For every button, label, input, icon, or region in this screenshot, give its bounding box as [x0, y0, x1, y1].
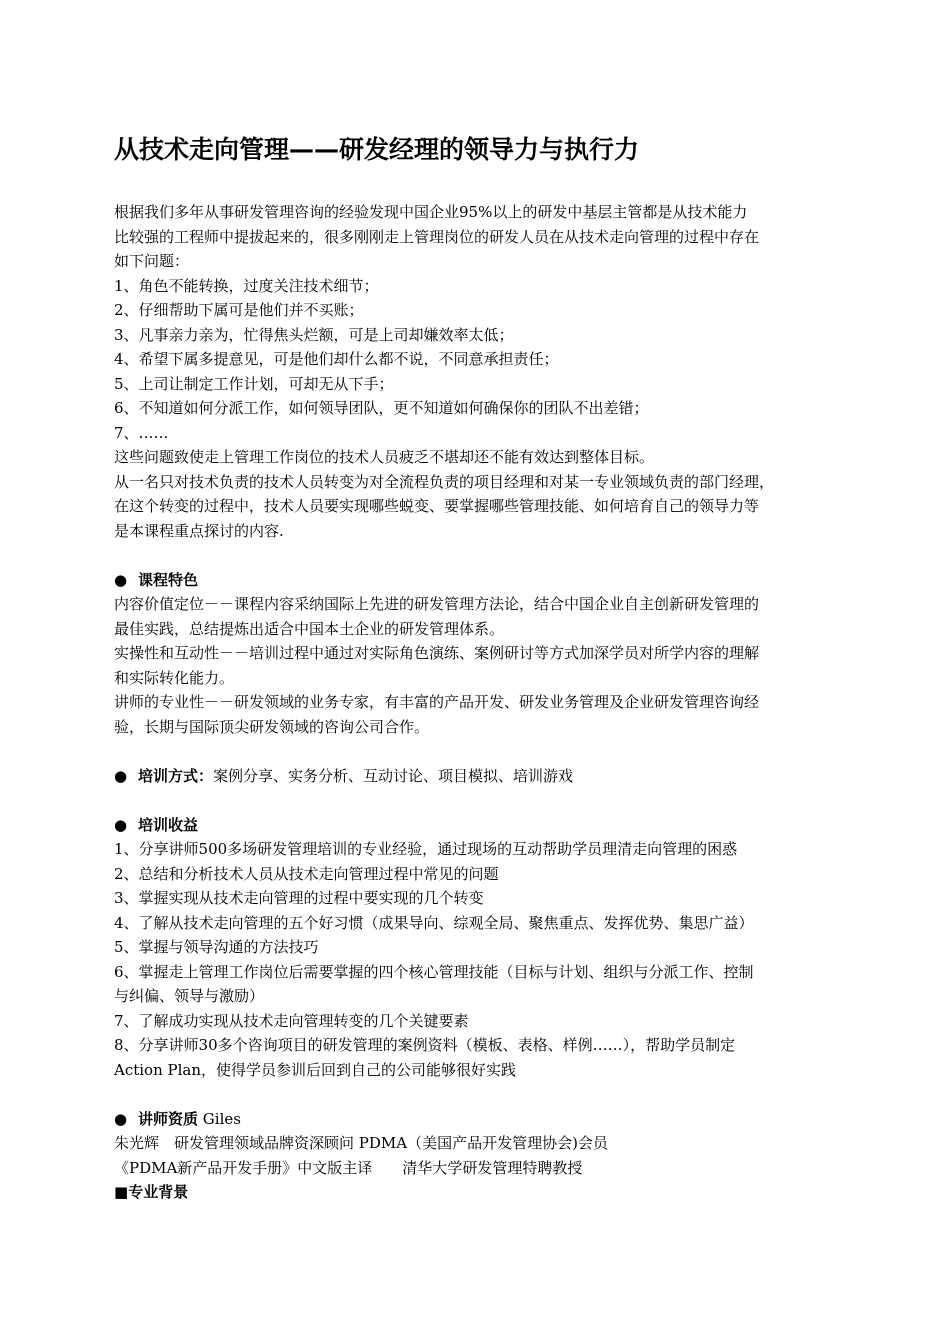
features-heading-text: 课程特色 [138, 570, 199, 589]
intro-line: 根据我们多年从事研发管理咨询的经验发现中国企业95%以上的研发中基层主管都是从技术能力 [114, 203, 748, 221]
method-section [114, 764, 854, 789]
benefit-item: 8、分享讲师30多个咨询项目的研发管理的案例资料（模板、表格、样例……），帮助学员制定 [114, 1036, 736, 1054]
bullet-icon: ● [114, 766, 128, 785]
spacer [114, 1082, 854, 1107]
method-line [114, 764, 854, 789]
problem-item: 2、仔细帮助下属可是他们并不买账； [114, 301, 364, 319]
document-body [114, 200, 854, 1205]
trainer-heading-text: 讲师资质 [138, 1109, 199, 1128]
features-line: 讲师的专业性－－研发领域的业务专家，有丰富的产品开发、研发业务管理及企业研发管理咨询经 [114, 693, 760, 711]
method-text: 案例分享、实务分析、互动讨论、项目模拟、培训游戏 [213, 766, 574, 785]
features-heading [114, 568, 854, 593]
benefits-heading [114, 813, 854, 838]
bullet-icon: ● [114, 570, 128, 589]
trainer-line: 《PDMA新产品开发手册》中文版主译 清华大学研发管理特聘教授 [114, 1158, 583, 1177]
conclusion-line: 是本课程重点探讨的内容. [114, 521, 284, 540]
benefit-item: Action Plan，使得学员参训后回到自己的公司能够很好实践 [114, 1060, 517, 1079]
features-line: 实操性和互动性－－培训过程中通过对实际角色演练、案例研讨等方式加深学员对所学内容的理解 [114, 644, 760, 662]
document-title: 从技术走向管理——研发经理的领导力与执行力 [114, 135, 640, 164]
features-line: 验，长期与国际顶尖研发领域的咨询公司合作。 [114, 717, 430, 736]
problem-item: 6、不知道如何分派工作，如何领导团队，更不知道如何确保你的团队不出差错； [114, 399, 649, 417]
bullet-icon: ● [114, 1109, 128, 1128]
conclusion-paragraph [114, 445, 854, 543]
features-section [114, 568, 854, 740]
background-heading-text: 专业背景 [128, 1183, 189, 1201]
benefit-item: 7、了解成功实现从技术走向管理转变的几个关键要素 [114, 1011, 469, 1030]
spacer [114, 788, 854, 813]
benefit-item: 6、掌握走上管理工作岗位后需要掌握的四个核心管理技能（目标与计划、组织与分派工作、控制 [114, 962, 754, 981]
bullet-icon: ● [114, 815, 128, 834]
problem-item: 3、凡事亲力亲为，忙得焦头烂额，可是上司却嫌效率太低； [114, 325, 514, 344]
trainer-heading [114, 1107, 854, 1132]
trainer-section [114, 1107, 854, 1205]
trainer-line: 朱光辉 研发管理领域品牌资深顾问 PDMA（美国产品开发管理协会)会员 [114, 1134, 608, 1152]
benefits-heading-text: 培训收益 [138, 815, 199, 834]
problem-item: 5、上司让制定工作计划，可却无从下手； [114, 374, 394, 393]
problem-item: 4、希望下属多提意见，可是他们却什么都不说，不同意承担责任； [114, 350, 559, 368]
conclusion-line: 这些问题致使走上管理工作岗位的技术人员疲乏不堪却还不能有效达到整体目标。 [114, 448, 655, 466]
benefit-item: 5、掌握与领导沟通的方法技巧 [114, 938, 319, 956]
benefit-item: 1、分享讲师500多场研发管理培训的专业经验，通过现场的互动帮助学员理清走向管理的困惑 [114, 840, 738, 858]
features-line: 内容价值定位－－课程内容采纳国际上先进的研发管理方法论，结合中国企业自主创新研发管理的 [114, 595, 760, 613]
benefit-item: 与纠偏、领导与激励） [114, 987, 265, 1005]
problem-item: 1、角色不能转换，过度关注技术细节； [114, 276, 379, 295]
problem-item: 7、…… [114, 423, 169, 442]
features-line: 和实际转化能力。 [114, 668, 235, 687]
trainer-english-name: Giles [202, 1109, 241, 1128]
spacer [114, 739, 854, 764]
spacer [114, 543, 854, 568]
features-line: 最佳实践，总结提炼出适合中国本土企业的研发管理体系。 [114, 619, 505, 638]
intro-line: 如下问题： [114, 252, 190, 270]
intro-paragraph [114, 200, 854, 274]
benefits-section [114, 813, 854, 1083]
benefit-item: 4、了解从技术走向管理的五个好习惯（成果导向、综观全局、聚焦重点、发挥优势、集思广益） [114, 913, 754, 932]
conclusion-line: 从一名只对技术负责的技术人员转变为对全流程负责的项目经理和对某一专业领域负责的部门经理， [114, 472, 775, 491]
intro-line: 比较强的工程师中提拔起来的，很多刚刚走上管理岗位的研发人员在从技术走向管理的过程中存在 [114, 227, 760, 246]
square-bullet-icon: ■ [114, 1183, 129, 1201]
benefit-item: 3、掌握实现从技术走向管理的过程中要实现的几个转变 [114, 889, 484, 907]
method-heading: 培训方式： [138, 766, 214, 785]
conclusion-line: 在这个转变的过程中，技术人员要实现哪些蜕变、要掌握哪些管理技能、如何培育自己的领导力等 [114, 497, 760, 515]
problem-list [114, 274, 854, 446]
benefit-item: 2、总结和分析技术人员从技术走向管理过程中常见的问题 [114, 864, 499, 883]
background-heading [114, 1180, 854, 1205]
